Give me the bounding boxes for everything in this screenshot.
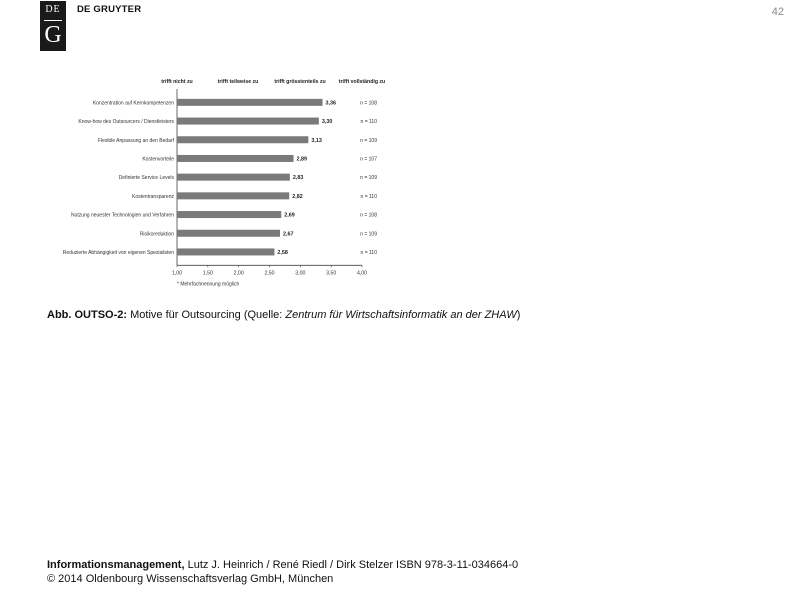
x-tick-label: 3,00 xyxy=(295,270,306,277)
data-bar xyxy=(177,155,294,162)
page-number: 42 xyxy=(771,6,784,18)
scale-label: trifft vollständig zu xyxy=(338,79,386,85)
x-tick-label: 2,50 xyxy=(264,270,275,277)
caption-close: ) xyxy=(516,309,521,321)
logo-text-de: DE xyxy=(45,4,61,15)
data-bar xyxy=(177,99,323,106)
n-label: n = 108 xyxy=(360,212,377,219)
category-label: Reduzierte Abhängigkeit von eigenen Spezialisten xyxy=(62,249,174,256)
n-label: n = 110 xyxy=(360,119,377,126)
category-label: Definierte Service Levels xyxy=(118,175,174,182)
n-label: n = 107 xyxy=(360,156,377,163)
value-label: 2,69 xyxy=(284,212,295,219)
data-bar xyxy=(177,192,289,199)
category-label: Konzentration auf Kernkompetenzen xyxy=(92,100,174,107)
chart-footnote: * Mehrfachnennung möglich xyxy=(177,281,240,288)
page-footer xyxy=(47,558,518,586)
category-label: Risikoreduktion xyxy=(139,231,174,238)
caption-label: Abb. OUTSO-2: xyxy=(47,309,128,321)
category-label: Flexible Anpassung an den Bedarf xyxy=(97,137,174,144)
n-label: n = 109 xyxy=(360,137,377,144)
data-bar xyxy=(177,118,319,125)
n-label: n = 109 xyxy=(360,231,377,238)
n-label: n = 109 xyxy=(360,175,377,182)
data-bar xyxy=(177,248,274,255)
category-label: Kostentransparenz xyxy=(132,193,174,200)
value-label: 3,30 xyxy=(321,119,333,126)
book-title: Informationsmanagement, xyxy=(47,559,185,571)
data-bar xyxy=(177,174,290,181)
category-label: Kostenvorteile xyxy=(142,156,174,163)
outsourcing-motives-chart xyxy=(40,70,386,288)
data-bar xyxy=(177,136,308,143)
scale-label: trifft nicht zu xyxy=(161,79,193,85)
data-bar xyxy=(177,230,280,237)
logo-text-g: G xyxy=(44,22,62,48)
book-citation xyxy=(47,558,518,572)
value-label: 2,89 xyxy=(296,156,308,163)
publisher-name: DE GRUYTER xyxy=(77,4,142,15)
book-authors: Lutz J. Heinrich / René Riedl / Dirk Stelzer ISBN 978-3-11-034664-0 xyxy=(184,559,519,571)
x-tick-label: 2,00 xyxy=(233,270,244,277)
caption-text: Motive für Outsourcing (Quelle: xyxy=(127,309,286,321)
caption-source: Zentrum für Wirtschaftsinformatik an der ZHAW xyxy=(285,309,517,321)
n-label: n = 108 xyxy=(360,100,377,107)
data-bar xyxy=(177,211,281,218)
copyright-line: © 2014 Oldenbourg Wissenschaftsverlag GmbH, München xyxy=(47,573,334,585)
value-label: 2,82 xyxy=(292,193,303,200)
x-tick-label: 4,00 xyxy=(356,270,368,277)
n-label: n = 110 xyxy=(360,249,377,256)
scale-label: trifft teilweise zu xyxy=(217,79,259,85)
value-label: 3,36 xyxy=(325,100,337,107)
n-label: n = 110 xyxy=(360,193,377,200)
category-label: Nutzung neuester Technologien und Verfahren xyxy=(70,212,174,219)
publisher-logo xyxy=(40,1,66,51)
value-label: 2,83 xyxy=(292,175,304,182)
value-label: 2,58 xyxy=(277,249,288,256)
figure-caption xyxy=(47,309,520,321)
value-label: 2,67 xyxy=(282,231,294,238)
scale-label: trifft grösstenteils zu xyxy=(274,79,326,85)
category-label: Know-how des Outsourcers / Dienstleisters xyxy=(78,119,174,126)
x-tick-label: 1,00 xyxy=(171,270,183,277)
value-label: 3,13 xyxy=(311,137,322,144)
x-tick-label: 1,50 xyxy=(202,270,213,277)
x-tick-label: 3,50 xyxy=(326,270,337,277)
